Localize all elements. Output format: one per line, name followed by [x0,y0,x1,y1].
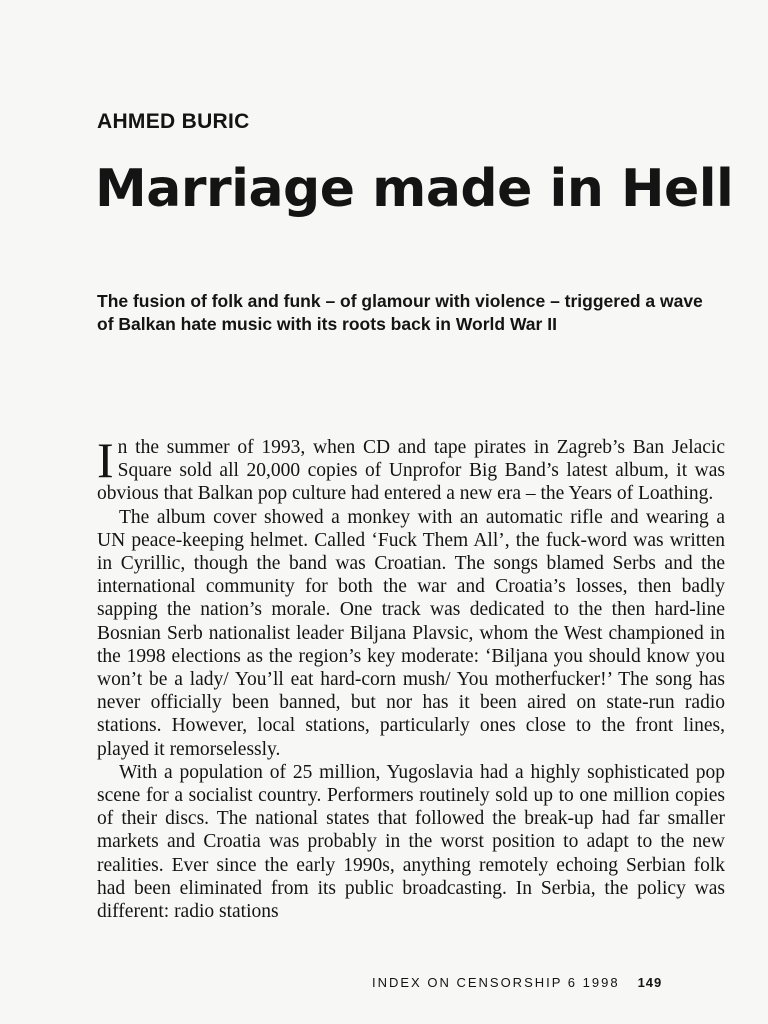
article-body [97,432,725,923]
paragraph-text: n the summer of 1993, when CD and tape pirates in Zagreb’s Ban Jelacic Square sold all 20,000 copies of Unprofor Big Band’s latest album, it was obvious that Balkan pop culture had entered a new era – the Years of Loathing. [97,437,725,505]
drop-cap: I [97,432,114,488]
standfirst: The fusion of folk and funk – of glamour with violence – triggered a wave of Balkan hate music with its roots back in World War II [97,291,703,334]
body-paragraph [97,432,725,506]
page-number: 149 [637,975,663,990]
body-paragraph: With a population of 25 million, Yugoslavia had a highly sophisticated pop scene for a socialist country. Performers routinely sold up to one million copies of their discs. The national states that followed the break-up had far smaller markets and Croatia was probably in the worst position to adapt to the new realities. Ever since the early 1990s, anything remotely echoing Serbian folk had been eliminated from its public broadcasting. In Serbia, the policy was different: radio stations [97,761,725,923]
body-paragraph: The album cover showed a monkey with an automatic rifle and wearing a UN peace-keeping helmet. Called ‘Fuck Them All’, the fuck-word was written in Cyrillic, though the band was Croatian. The songs blamed Serbs and the international community for both the war and Croatia’s losses, then badly sapping the nation’s morale. One track was dedicated to the then hard-line Bosnian Serb nationalist leader Biljana Plavsic, whom the West championed in the 1998 elections as the region’s key moderate: ‘Biljana you should know you won’t be a lady/ You’ll eat hard-corn mush/ You motherfucker!’ The song has never officially been banned, but nor has it been aired on state-run radio stations. However, local stations, particularly ones close to the front lines, played it remorselessly. [97,506,725,760]
article-title: Marriage made in Hell [95,159,734,219]
running-footer [372,975,662,990]
author-name: AHMED BURIC [97,110,250,133]
publication-name: INDEX ON CENSORSHIP 6 1998 [372,975,620,990]
